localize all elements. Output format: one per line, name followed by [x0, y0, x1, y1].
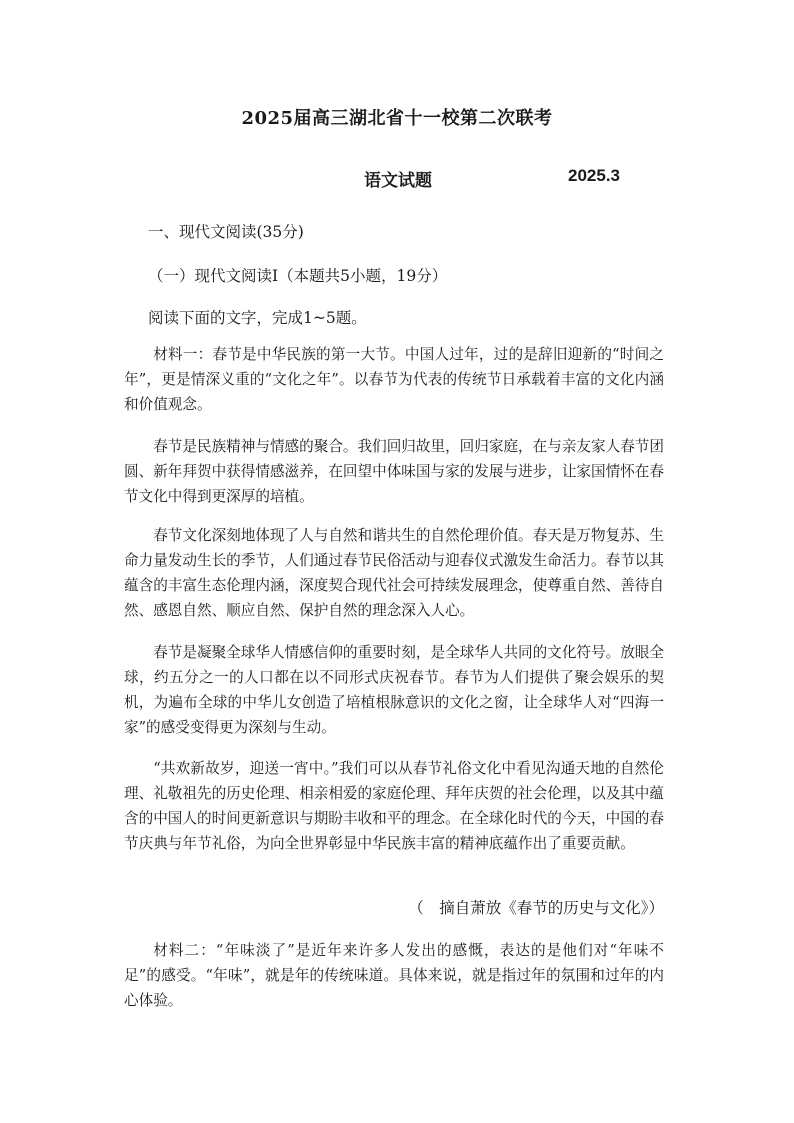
exam-date: 2025.3 [568, 166, 620, 185]
exam-subtitle-row [0, 166, 794, 190]
section-heading: 一、现代文阅读(35分) [148, 223, 304, 241]
subject-name: 语文试题 [364, 171, 432, 191]
material-one-paragraph-5: “共欢新故岁，迎送一宵中。”我们可以从春节礼俗文化中看见沟通天地的自然伦理、礼敬祖先的历史伦理、相亲相爱的家庭伦理、拜年庆贺的社会伦理，以及其中蕴含的中国人的时间更新意识与期盼丰收和平的理念。在全球化时代的今天，中国的春节庆典与年节礼俗，为向全世界彰显中华民族丰富的精神底蕴作出了重要贡献。 [124, 760, 664, 852]
material-two-paragraph-1: 材料二：“年味淡了”是近年来许多人发出的感慨，表达的是他们对“年味不足”的感受。“年味”，就是年的传统味道。具体来说，就是指过年的氛围和过年的内心体验。 [124, 942, 664, 1009]
reading-instruction: 阅读下面的文字，完成1~5题。 [148, 309, 367, 327]
section-subheading: （一）现代文阅读Ⅰ（本题共5小题，19分） [148, 267, 448, 285]
exam-title: 2025届高三湖北省十一校第二次联考 [241, 108, 553, 129]
material-one-paragraph-4: 春节是凝聚全球华人情感信仰的重要时刻，是全球华人共同的文化符号。放眼全球，约五分之一的人口都在以不同形式庆祝春节。春节为人们提供了聚会娱乐的契机，为遍布全球的中华儿女创造了培植根脉意识的文化之窗，让全球华人对“四海一家”的感受变得更为深刻与生动。 [124, 644, 664, 736]
material-one-paragraph-3: 春节文化深刻地体现了人与自然和谐共生的自然伦理价值。春天是万物复苏、生命力量发动生长的季节，人们通过春节民俗活动与迎春仪式激发生命活力。春节以其蕴含的丰富生态伦理内涵，深度契合现代社会可持续发展理念，使尊重自然、善待自然、感恩自然、顺应自然、保护自然的理念深入人心。 [124, 527, 664, 619]
material-one-attribution: （ 摘自萧放《春节的历史与文化》） [408, 899, 664, 917]
material-one-paragraph-1: 材料一：春节是中华民族的第一大节。中国人过年，过的是辞旧迎新的“时间之年”，更是情深义重的“文化之年”。以春节为代表的传统节日承载着丰富的文化内涵和价值观念。 [124, 346, 664, 413]
material-one-paragraph-2: 春节是民族精神与情感的聚合。我们回归故里，回归家庭，在与亲友家人春节团圆、新年拜贺中获得情感滋养，在回望中体味国与家的发展与进步，让家国情怀在春节文化中得到更深厚的培植。 [124, 438, 664, 505]
